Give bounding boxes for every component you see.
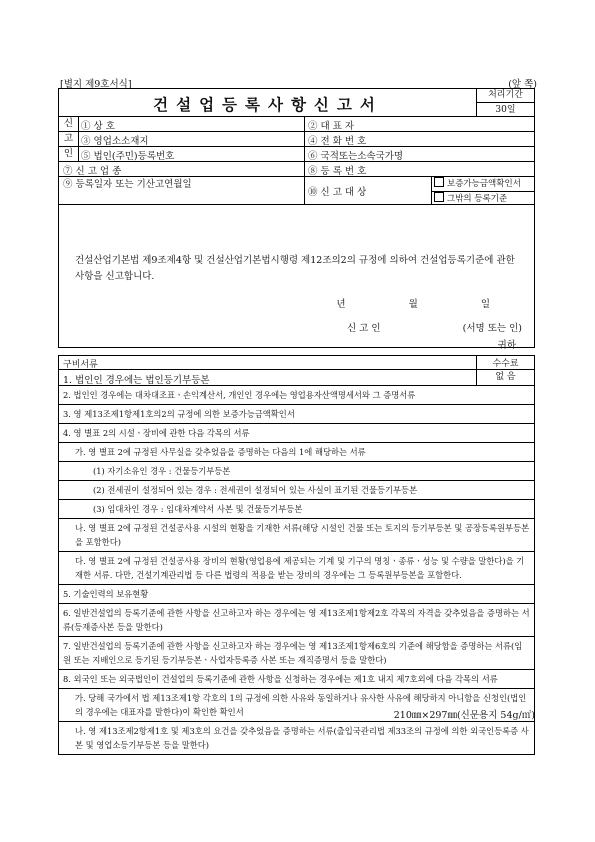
- registration-form: [58, 88, 535, 351]
- document-list: [59, 386, 534, 754]
- document-item: 나. 영 제13조제2항제1호 및 제3호의 요건을 갖추었음을 증명하는 서류(출입국관리법 제33조의 규정에 의한 외국인등록증 사본 및 영업소등기부등본 등을 말한다): [75, 726, 529, 750]
- document-item: (1) 자기소유인 경우 : 건물등기부등본: [59, 462, 534, 481]
- document-item: (2) 전세권이 설정되어 있는 경우 : 전세권이 설정되어 있는 사실이 표기된 건물등기부등본: [59, 481, 534, 500]
- signature-note[interactable]: (서명 또는 인): [462, 323, 522, 334]
- field-reported-industry[interactable]: ⑦ 신 고 업 종: [63, 166, 122, 177]
- option-other[interactable]: [432, 192, 535, 206]
- title-row: [59, 89, 534, 117]
- declaration-section: [59, 248, 534, 349]
- document-item: 6. 일반건설업의 등록기준에 관한 사항을 신고하고자 하는 경우에는 영 제13조제1항제2호 각목의 자격을 갖추었음을 증명하는 서류(등재증사본 등을 말한다): [59, 604, 534, 637]
- document-item: (3) 임대차인 경우 : 임대차계약서 사본 및 건물등기부등본: [59, 500, 534, 519]
- field-phone[interactable]: ④ 전 화 번 호: [308, 136, 367, 147]
- field-trade-name[interactable]: ① 상 호: [81, 121, 115, 132]
- row-3: [59, 147, 534, 162]
- documents-header-row: [59, 356, 534, 370]
- option-guarantee[interactable]: [432, 177, 535, 192]
- checkbox[interactable]: [434, 177, 444, 187]
- document-item: 3. 영 제13조제1항제1호의2의 규정에 의한 보증가능금액확인서: [59, 405, 534, 424]
- document-item: 4. 영 별표 2의 시설ㆍ장비에 관한 다음 각목의 서류: [59, 424, 534, 443]
- document-item: 가. 당해 국가에서 법 제13조제1항 각호의 1의 규정에 의한 사유와 동일하거나 유사한 사유에 해당하지 아니함을 신청인(법인의 경우에는 대표자를 말한다)이 확인한 확인서: [59, 689, 534, 722]
- field-representative[interactable]: ② 대 표 자: [308, 121, 355, 132]
- field-nationality[interactable]: ⑥ 국적또는소속국가명: [308, 151, 404, 162]
- document-item: 8. 외국인 또는 외국법인이 건설업의 등록기준에 관한 사항을 신청하는 경우에는 제1호 내지 제7호외에 다음 각목의 서류: [59, 670, 534, 689]
- row-5: [59, 177, 534, 205]
- required-documents: [58, 355, 535, 755]
- document-item: 나. 영 별표 2에 규정된 건설공사용 시설의 현황을 기재한 서류(해당 시설인 건물 또는 토지의 등기부등본 및 공장등록원부등본을 포함한다): [59, 519, 534, 552]
- document-item: 5. 기술인력의 보유현황: [59, 585, 534, 604]
- field-report-subject: ⑩ 신 고 대 상: [308, 187, 367, 198]
- side-label: 고: [59, 132, 79, 146]
- page-side-label: (앞 쪽): [508, 79, 537, 90]
- document-item: 7. 일반건설업의 등록기준에 관한 사항을 신고하고자 하는 경우에는 영 제13조제1항제6호의 기준에 해당함을 증명하는 서류(임원 또는 지배인으로 등기된 등기부등본ㆍ사업자등록증 사본 또는 재직증명서 등을 말한다): [59, 637, 534, 670]
- signer-label: 신고인: [347, 323, 384, 334]
- row-1: [59, 117, 534, 132]
- field-registration-number[interactable]: ⑤ 법인(주민)등록번호: [81, 151, 175, 162]
- documents-first-row: [59, 370, 534, 386]
- row-4: [59, 162, 534, 177]
- form-number-label: [별지 제9호서식]: [60, 79, 132, 90]
- option-label: 보증가능금액확인서: [447, 179, 521, 189]
- date-line[interactable]: 년 월 일: [336, 299, 520, 310]
- field-registration-no[interactable]: ⑧ 등 록 번 호: [308, 166, 367, 177]
- row-2: [59, 132, 534, 147]
- fee-value: 없 음: [476, 370, 534, 385]
- document-item: 2. 법인인 경우에는 대차대조표ㆍ손익계산서, 개인인 경우에는 영업용자산액명세서와 그 증명서류: [59, 386, 534, 405]
- processing-period-label: 처리기간: [477, 89, 534, 103]
- addressee: 귀하: [497, 340, 516, 351]
- checkbox[interactable]: [434, 192, 444, 202]
- document-item: 가. 영 별표 2에 규정된 사무실을 갖추었음을 증명하는 다음의 1에 해당하는 서류: [59, 443, 534, 462]
- report-subject-options: [431, 177, 535, 204]
- applicant-grid: [59, 117, 534, 205]
- document-item: 1. 법인인 경우에는 법인등기부등본: [63, 375, 210, 386]
- side-label: 신: [59, 117, 79, 131]
- option-label: 그밖의 등록기준: [447, 194, 508, 204]
- paper-spec: 210㎜×297㎜(신문용지 54g/㎡): [393, 710, 535, 721]
- processing-period-box: [476, 89, 534, 117]
- field-registration-date[interactable]: ⑨ 등록일자 또는 기산고연월일: [63, 179, 192, 190]
- declaration-text: 건설산업기본법 제9조제4항 및 건설산업기본법시행령 제12조의2의 규정에 의하여 건설업등록기준에 관한 사항을 신고합니다.: [75, 255, 515, 282]
- document-item: 다. 영 별표 2에 규정된 건설공사용 장비의 현황(영업용에 제공되는 기계 및 기구의 명칭ㆍ종류ㆍ성능 및 수량을 말한다)을 기재한 서류. 다만, 건설기계관리법 등 다른 법령의 적용을 받는 장비의 경우에는 그 등록원부등본을 포함한다.: [59, 552, 534, 585]
- fee-label: 수수료: [476, 356, 534, 369]
- side-label: 인: [59, 147, 79, 161]
- form-title: 건설업등록사항신고서: [153, 95, 383, 114]
- processing-period-value: 30일: [495, 105, 516, 115]
- field-business-address[interactable]: ③ 영업소소재지: [81, 136, 149, 147]
- documents-header: 구비서류: [63, 360, 98, 370]
